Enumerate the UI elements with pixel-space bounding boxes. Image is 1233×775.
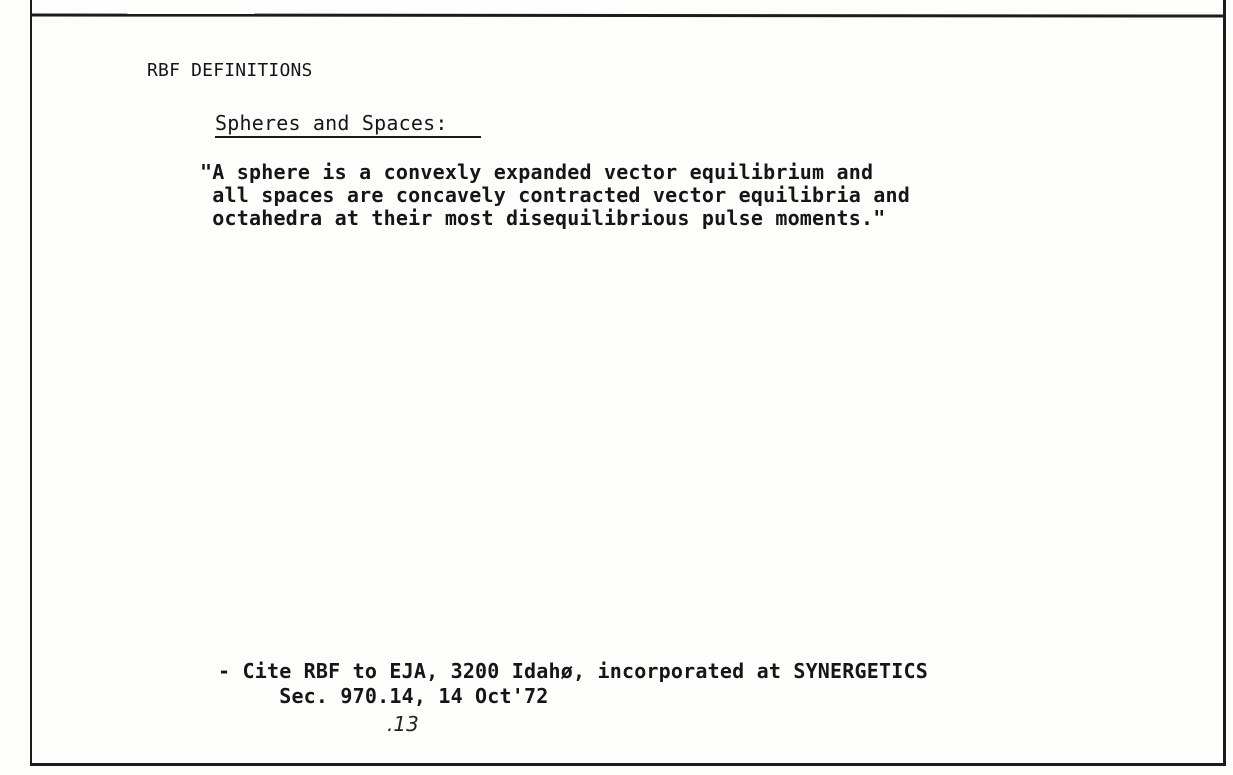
card-left-edge [30,0,32,765]
card-top-edge [30,13,1224,17]
card-bottom-edge [30,763,1226,766]
handwritten-correction: .13 [387,712,419,736]
card-right-edge [1223,0,1226,765]
citation-line: Sec. 970.14, 14 Oct'72 [218,684,549,708]
quote-line: all spaces are concavely contracted vector equilibria and [200,183,910,207]
definition-quote [200,161,910,230]
subheading-underline [215,136,481,138]
card-heading: RBF DEFINITIONS [147,60,313,81]
quote-line: octahedra at their most disequilibrious pulse moments." [200,206,886,230]
citation-line: - Cite RBF to EJA, 3200 Idahø, incorporated at SYNERGETICS [218,659,928,683]
citation [218,659,928,709]
card-subheading: Spheres and Spaces: [215,111,448,135]
quote-line: "A sphere is a convexly expanded vector equilibrium and [200,160,874,184]
